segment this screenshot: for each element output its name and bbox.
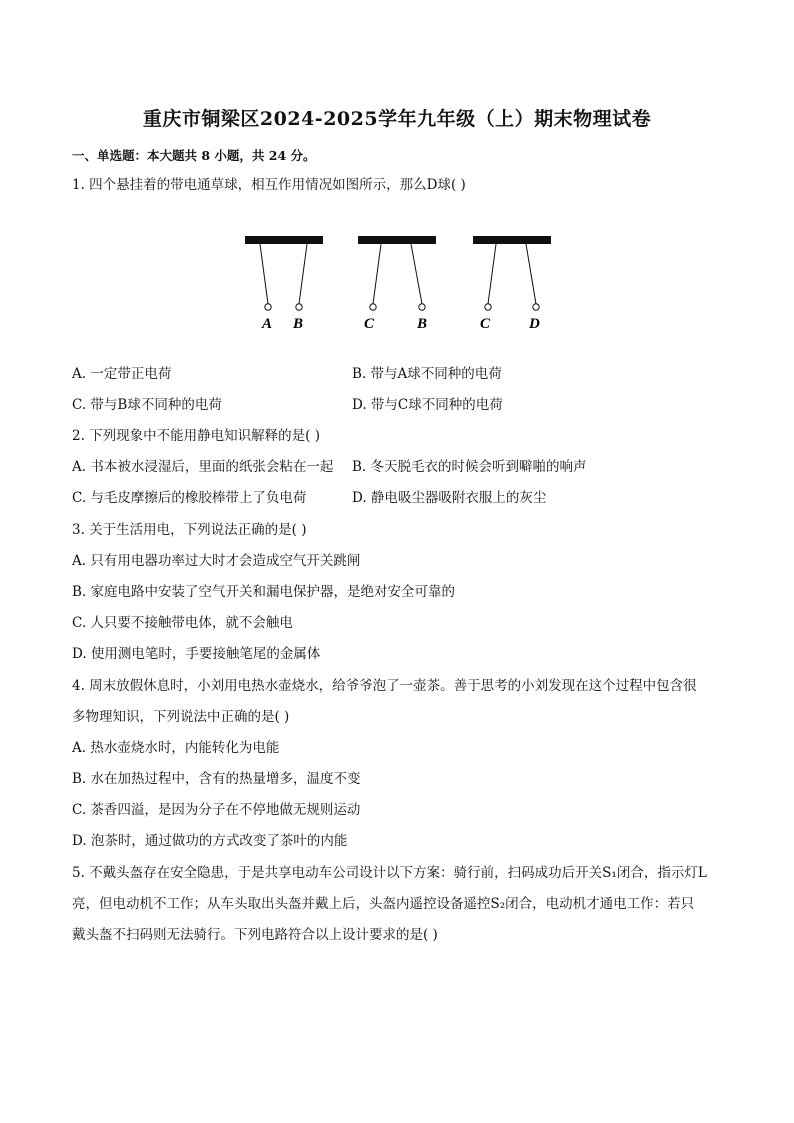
question-5-stem-line-1: 5. 不戴头盔存在安全隐患，于是共享电动车公司设计以下方案：骑行前，扫码成功后开关S₁闭合，指示灯L <box>72 865 707 881</box>
question-1-option-d: D. 带与C球不同种的电荷 <box>352 397 503 413</box>
support-bar-1 <box>245 236 323 244</box>
ball-d <box>533 304 539 310</box>
thread-c-1 <box>373 244 381 304</box>
support-bar-2 <box>358 236 436 244</box>
question-4-option-c: C. 茶香四溢，是因为分子在不停地做无规则运动 <box>72 802 361 818</box>
question-1-option-a: A. 一定带正电荷 <box>72 366 172 382</box>
question-3-stem: 3. 关于生活用电，下列说法正确的是( ) <box>72 522 307 538</box>
question-2-option-c: C. 与毛皮摩擦后的橡胶棒带上了负电荷 <box>72 490 307 506</box>
question-1-option-c: C. 带与B球不同种的电荷 <box>72 397 222 413</box>
label-b-2: B <box>417 316 428 332</box>
question-2-stem: 2. 下列现象中不能用静电知识解释的是( ) <box>72 428 320 444</box>
question-1-option-b: B. 带与A球不同种的电荷 <box>352 366 502 382</box>
question-1-stem: 1. 四个悬挂着的带电通草球，相互作用情况如图所示，那么D球( ) <box>72 177 466 193</box>
ball-b <box>296 304 302 310</box>
exam-title: 重庆市铜梁区2024-2025学年九年级（上）期末物理试卷 <box>142 108 652 130</box>
ball-c-2 <box>485 304 491 310</box>
label-c-1: C <box>364 316 375 332</box>
question-5-stem-line-3: 戴头盔不扫码则无法骑行。下列电路符合以上设计要求的是( ) <box>72 927 438 943</box>
label-a: A <box>262 316 273 332</box>
question-2-option-d: D. 静电吸尘器吸附衣服上的灰尘 <box>352 490 547 506</box>
label-d: D <box>529 316 540 332</box>
ball-c-1 <box>370 304 376 310</box>
question-4-option-a: A. 热水壶烧水时，内能转化为电能 <box>72 740 280 756</box>
question-4-option-b: B. 水在加热过程中，含有的热量增多，温度不变 <box>72 771 361 787</box>
question-4-stem-line-1: 4. 周末放假休息时，小刘用电热水壶烧水，给爷爷泡了一壶茶。善于思考的小刘发现在这个过程中包含很 <box>72 678 697 694</box>
ball-b-2 <box>419 304 425 310</box>
thread-c-2 <box>488 244 496 304</box>
support-bar-3 <box>473 236 551 244</box>
question-5-stem-line-2: 亮，但电动机不工作；从车头取出头盔并戴上后，头盔内遥控设备遥控S₂闭合，电动机才通电工作：若只 <box>72 896 695 912</box>
thread-b-2 <box>411 244 422 304</box>
thread-a <box>260 244 268 304</box>
label-b: B <box>293 316 304 332</box>
question-2-option-a: A. 书本被水浸湿后，里面的纸张会粘在一起 <box>72 459 334 475</box>
thread-d <box>526 244 536 304</box>
question-4-option-d: D. 泡茶时，通过做功的方式改变了茶叶的内能 <box>72 833 348 849</box>
section-heading: 一、单选题：本大题共 8 小题，共 24 分。 <box>72 148 316 163</box>
question-3-option-b: B. 家庭电路中安装了空气开关和漏电保护器，是绝对安全可靠的 <box>72 584 456 600</box>
thread-b <box>299 244 307 304</box>
label-c-2: C <box>480 316 491 332</box>
question-3-option-c: C. 人只要不接触带电体，就不会触电 <box>72 615 293 631</box>
question-3-option-a: A. 只有用电器功率过大时才会造成空气开关跳闸 <box>72 553 361 569</box>
question-2-option-b: B. 冬天脱毛衣的时候会听到噼啪的响声 <box>352 459 587 475</box>
hanging-balls-diagram <box>230 228 570 338</box>
question-1-figure <box>230 228 570 338</box>
question-3-option-d: D. 使用测电笔时，手要接触笔尾的金属体 <box>72 646 321 662</box>
question-4-stem-line-2: 多物理知识，下列说法中正确的是( ) <box>72 709 290 725</box>
ball-a <box>265 304 271 310</box>
